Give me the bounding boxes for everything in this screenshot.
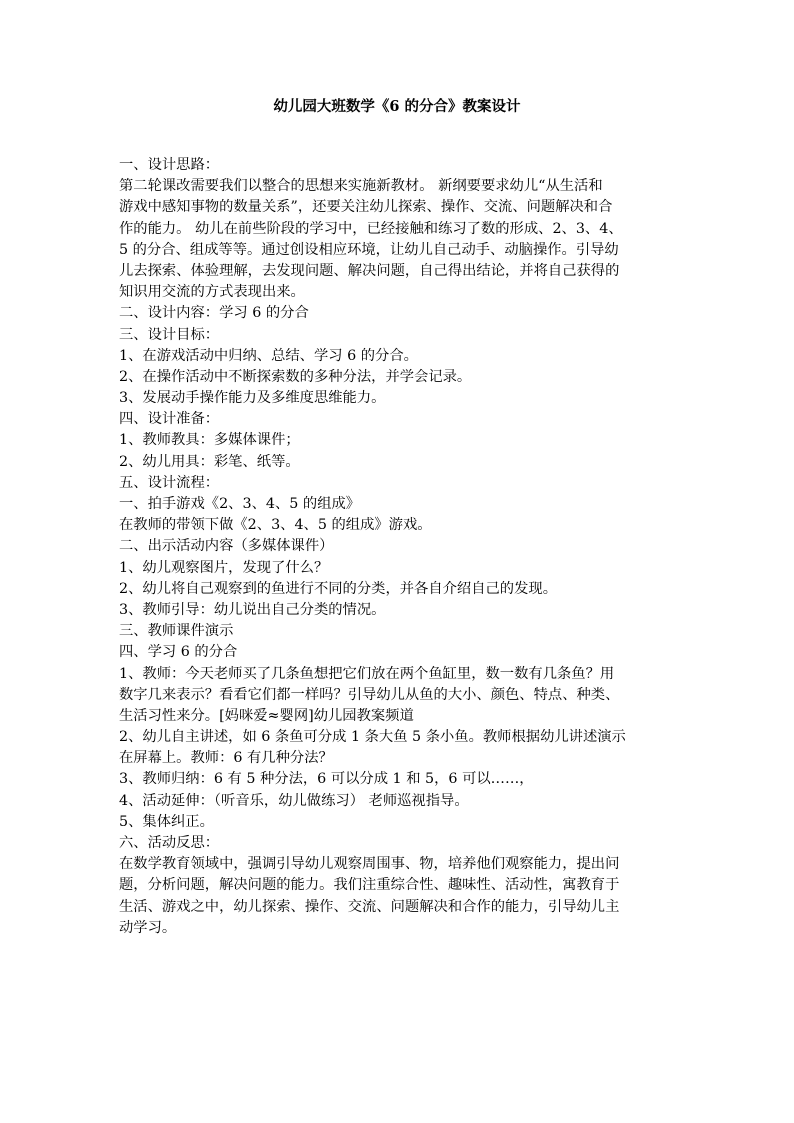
body-line: 数字几来表示？看看它们都一样吗？引导幼儿从鱼的大小、颜色、特点、种类、 <box>119 686 620 703</box>
body-line: 生活、游戏之中，幼儿探索、操作、交流、问题解决和合作的能力，引导幼儿主 <box>119 898 620 915</box>
body-line: 五、设计流程： <box>119 474 220 491</box>
body-line: 1、教师教具：多媒体课件； <box>119 432 300 449</box>
body-line: 2、幼儿用具：彩笔、纸等。 <box>119 453 300 470</box>
body-line: 4、活动延伸：（听音乐，幼儿做练习） 老师巡视指导。 <box>119 792 469 809</box>
body-line: 1、教师：今天老师买了几条鱼想把它们放在两个鱼缸里，数一数有几条鱼？用 <box>119 665 615 682</box>
body-line: 2、在操作活动中不断探索数的多种分法，并学会记录。 <box>119 368 472 385</box>
body-line: 1、在游戏活动中归纳、总结、学习 6 的分合。 <box>119 347 418 364</box>
body-line: 2、幼儿将自己观察到的鱼进行不同的分类，并各自介绍自己的发现。 <box>119 580 557 597</box>
body-line: 5、集体纠正。 <box>119 813 214 830</box>
body-line: 四、学习 6 的分合 <box>119 644 238 661</box>
body-line: 生活习性来分。[妈咪爱≈婴网]幼儿园教案频道 <box>119 707 414 724</box>
body-line: 在屏幕上。教师：6 有几种分法？ <box>119 750 333 767</box>
body-line: 动学习。 <box>119 919 177 936</box>
body-line: 二、出示活动内容（多媒体课件） <box>119 538 334 555</box>
body-line: 六、活动反思： <box>119 835 220 851</box>
document-body <box>119 155 699 939</box>
body-line: 3、发展动手操作能力及多维度思维能力。 <box>119 390 386 407</box>
body-line: 知识用交流的方式表现出来。 <box>119 284 305 301</box>
body-line: 一、拍手游戏《2、3、4、5 的组成》 <box>119 496 361 512</box>
body-line: 三、教师课件演示 <box>119 623 234 640</box>
body-line: 在教师的带领下做《2、3、4、5 的组成》游戏。 <box>119 517 432 534</box>
body-line: 1、幼儿观察图片，发现了什么？ <box>119 559 329 576</box>
body-line: 三、设计目标： <box>119 326 220 343</box>
body-line: 5 的分合、组成等等。通过创设相应环境，让幼儿自己动手、动脑操作。引导幼 <box>119 241 619 258</box>
body-line: 3、教师引导：幼儿说出自己分类的情况。 <box>119 601 386 618</box>
body-line: 二、设计内容：学习 6 的分合 <box>119 305 309 322</box>
body-line: 四、设计准备： <box>119 411 220 428</box>
body-line: 第二轮课改需要我们以整合的思想来实施新教材。 新纲要要求幼儿“从生活和 <box>119 178 603 195</box>
body-line: 游戏中感知事物的数量关系”，还要关注幼儿探索、操作、交流、问题解决和合 <box>119 199 613 216</box>
body-line: 作的能力。 幼儿在前些阶段的学习中，已经接触和练习了数的形成、2、3、4、 <box>119 220 623 237</box>
body-line: 题，分析问题，解决问题的能力。我们注重综合性、趣味性、活动性，寓教育于 <box>119 877 620 894</box>
body-line: 在数学教育领域中，强调引导幼儿观察周围事、物，培养他们观察能力，提出问 <box>119 856 620 873</box>
body-line: 3、教师归纳：6 有 5 种分法，6 可以分成 1 和 5，6 可以……， <box>119 771 534 788</box>
body-line: 儿去探索、体验理解，去发现问题、解决问题，自己得出结论，并将自己获得的 <box>119 262 620 279</box>
document-title: 幼儿园大班数学《6 的分合》教案设计 <box>273 98 521 115</box>
body-line: 2、幼儿自主讲述，如 6 条鱼可分成 1 条大鱼 5 条小鱼。教师根据幼儿讲述演示 <box>119 729 626 746</box>
body-line: 一、设计思路： <box>119 157 220 173</box>
